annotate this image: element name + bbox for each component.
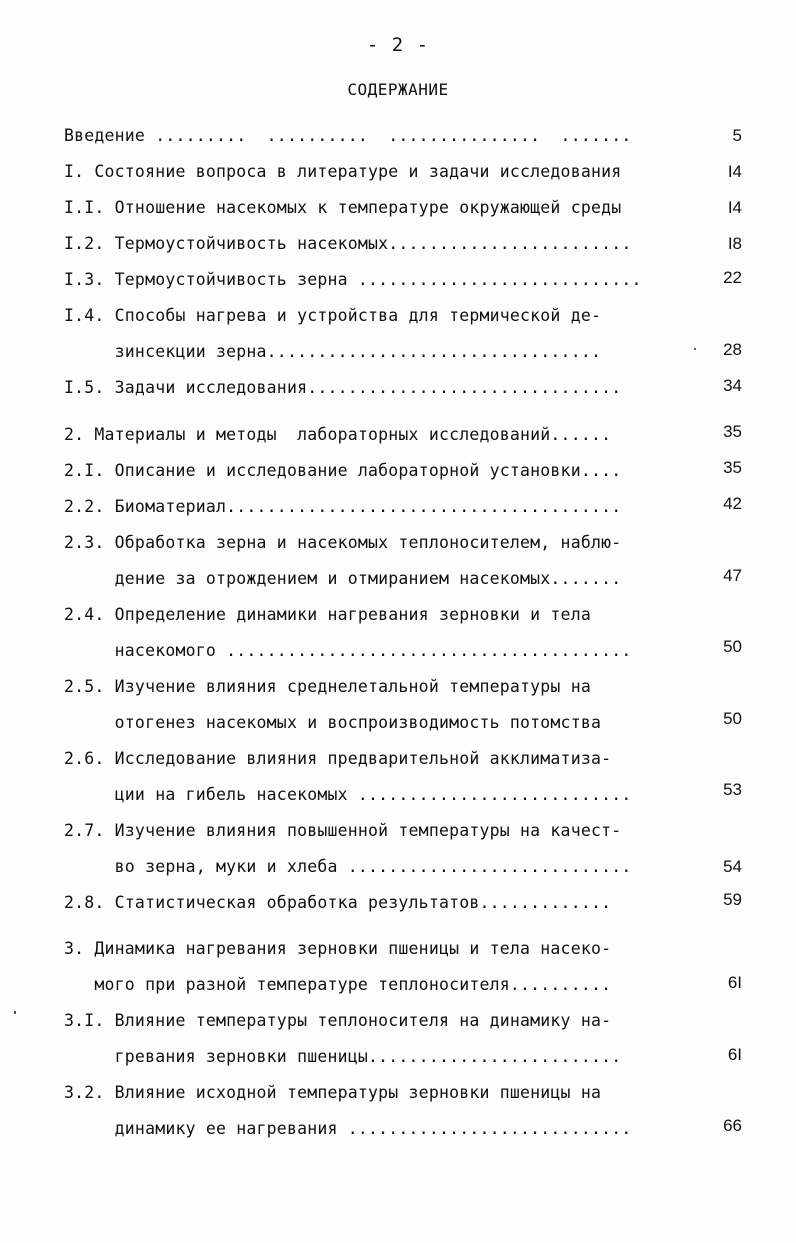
toc-entry-text: 2.8. Статистическая обработка результатов............. — [64, 893, 612, 912]
toc-entry-text: 2.7. Изучение влияния повышенной температуры на качест- — [64, 821, 622, 840]
scan-speck — [694, 348, 696, 350]
toc-entry-text: 2.6. Исследование влияния предварительной акклиматиза- — [64, 749, 612, 768]
toc-entry-page: 59 — [723, 890, 742, 909]
toc-entry-text: I.3. Термоустойчивость зерна ............................ — [64, 270, 642, 289]
toc-entry-text: 3.2. Влияние исходной температуры зерновки пшеницы на — [64, 1083, 602, 1102]
toc-entry-page: 28 — [723, 340, 742, 359]
toc-entry-text-continued: дение за отрождением и отмиранием насекомых....... — [64, 569, 622, 588]
toc-entry-text-continued: ции на гибель насекомых ........................... — [64, 785, 632, 804]
toc-entry-page: I4 — [727, 162, 742, 181]
toc-entry-page: 5 — [732, 126, 742, 145]
page-number: - 2 - — [366, 34, 430, 56]
toc-entry-text-continued: динамику ее нагревания ............................ — [64, 1119, 632, 1138]
toc-entry-text: I. Состояние вопроса в литературе и задачи исследования — [64, 162, 622, 181]
toc-entry-text: 3. Динамика нагревания зерновки пшеницы и тела насеко- — [64, 939, 612, 958]
toc-entry-text: 2.2. Биоматериал....................................... — [64, 497, 622, 516]
toc-entry-text: 2.4. Определение динамики нагревания зерновки и тела — [64, 605, 591, 624]
toc-entry-text: Введение ......... .......... ............... ....... — [64, 126, 652, 145]
toc-entry-page: I4 — [727, 198, 742, 217]
toc-entry-page: I8 — [727, 234, 742, 253]
toc-entry-page: 47 — [723, 566, 742, 585]
toc-entry-text-continued: мого при разной температуре теплоносителя.......... — [64, 975, 612, 994]
toc-entry-page: 6I — [727, 973, 742, 992]
toc-entry-text-continued: насекомого ........................................ — [64, 641, 632, 660]
toc-entry-page: 22 — [723, 268, 742, 287]
toc-entry-text: 3.I. Влияние температуры теплоносителя на динамику на- — [64, 1011, 612, 1030]
toc-entry-text: I.I. Отношение насекомых к температуре окружающей среды — [64, 198, 622, 217]
toc-entry-page: 42 — [723, 494, 742, 513]
toc-entry-text: I.4. Способы нагрева и устройства для термической де- — [64, 306, 602, 325]
toc-entry-text-continued: во зерна, муки и хлеба ............................ — [64, 857, 632, 876]
toc-entry-text-continued: зинсекции зерна................................. — [64, 342, 602, 361]
toc-entry-text: 2. Материалы и методы лабораторных исследований...... — [64, 425, 612, 444]
scan-speck — [14, 1011, 16, 1014]
toc-entry-text: I.5. Задачи исследования............................... — [64, 378, 622, 397]
toc-entry-page: 34 — [723, 376, 742, 395]
toc-entry-page: 35 — [723, 422, 742, 441]
toc-entry-page: 66 — [723, 1116, 742, 1135]
toc-entry-page: 54 — [723, 857, 742, 876]
toc-entry-page: 35 — [723, 458, 742, 477]
toc-entry-text: 2.3. Обработка зерна и насекомых теплоносителем, наблю- — [64, 533, 622, 552]
toc-entry-text: 2.I. Описание и исследование лабораторной установки.... — [64, 461, 622, 480]
toc-entry-page: 50 — [723, 637, 742, 656]
toc-entry-text: 2.5. Изучение влияния среднелетальной температуры на — [64, 677, 591, 696]
toc-entry-text: I.2. Термоустойчивость насекомых........................ — [64, 234, 632, 253]
toc-entry-page: 50 — [723, 709, 742, 728]
toc-entry-page: 6I — [727, 1045, 742, 1064]
toc-entry-text-continued: гревания зерновки пшеницы......................... — [64, 1047, 622, 1066]
toc-entry-text-continued: отогенез насекомых и воспроизводимость потомства — [64, 713, 602, 732]
contents-heading: СОДЕРЖАНИЕ — [347, 80, 449, 99]
toc-entry-page: 53 — [723, 780, 742, 799]
